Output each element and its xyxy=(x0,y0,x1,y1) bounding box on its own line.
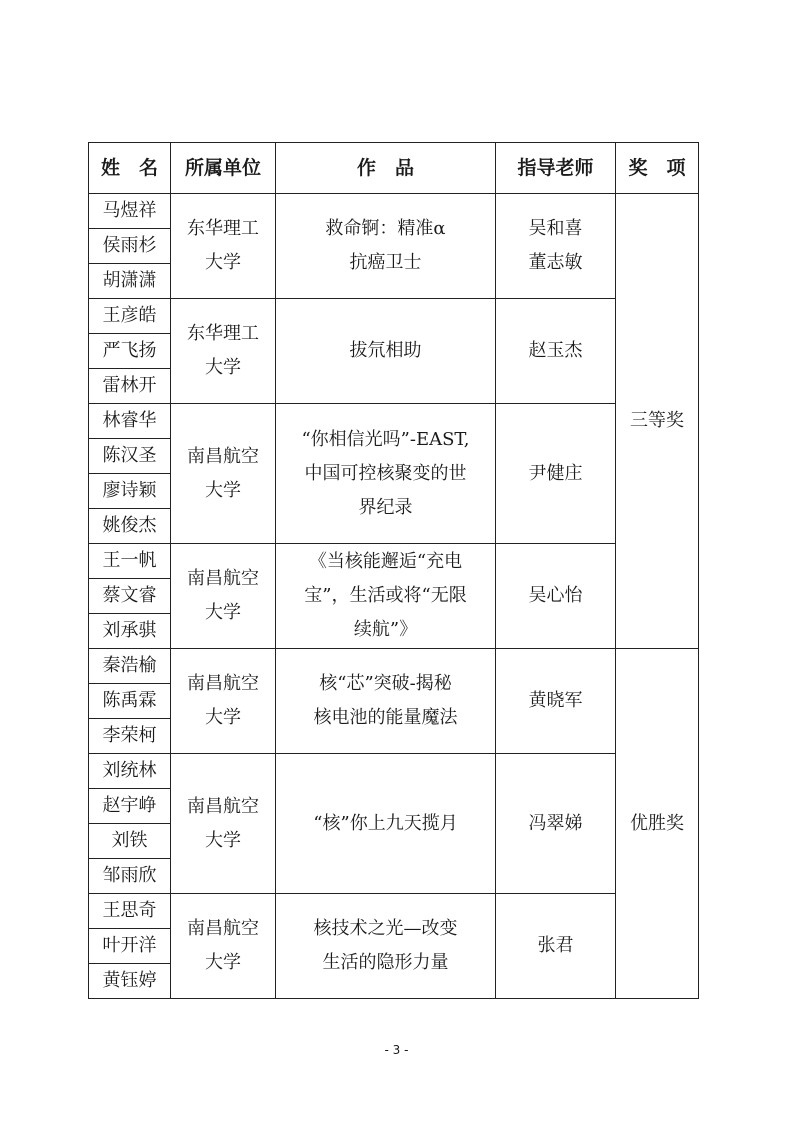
work-cell-line: “核”你上九天揽月 xyxy=(313,812,458,834)
teacher-cell xyxy=(496,754,616,894)
work-cell xyxy=(276,754,496,894)
teacher-cell-line: 张君 xyxy=(537,935,574,956)
table-header-row xyxy=(89,143,699,194)
award-cell: 三等奖 xyxy=(616,194,699,649)
unit-cell-line: 大学 xyxy=(205,707,241,728)
header-work: 作 品 xyxy=(276,143,496,194)
member-name: 陈汉圣 xyxy=(89,439,171,474)
teacher-cell xyxy=(496,299,616,404)
unit-cell xyxy=(171,754,276,894)
member-name: 刘承骐 xyxy=(89,614,171,649)
unit-cell-line: 大学 xyxy=(205,829,241,851)
work-cell-line: 核技术之光—改变 xyxy=(313,918,458,939)
teacher-cell-line: 尹健庄 xyxy=(528,462,583,484)
member-name: 刘统林 xyxy=(89,754,171,789)
unit-cell xyxy=(171,404,276,544)
member-name: 赵宇峥 xyxy=(89,789,171,824)
unit-cell xyxy=(171,649,276,754)
teacher-cell xyxy=(496,404,616,544)
unit-cell-line: 南昌航空 xyxy=(187,795,259,817)
member-name: 刘铁 xyxy=(89,824,171,859)
teacher-cell xyxy=(496,194,616,299)
table-row xyxy=(89,544,699,579)
member-name: 李荣柯 xyxy=(89,719,171,754)
award-cell: 优胜奖 xyxy=(616,649,699,999)
work-cell xyxy=(276,299,496,404)
work-cell-line: 生活的隐形力量 xyxy=(322,952,449,973)
member-name: 严飞扬 xyxy=(89,334,171,369)
unit-cell xyxy=(171,544,276,649)
work-cell xyxy=(276,544,496,649)
work-cell xyxy=(276,649,496,754)
member-name: 邹雨欣 xyxy=(89,859,171,894)
unit-cell xyxy=(171,194,276,299)
table-body xyxy=(89,194,699,999)
table-row xyxy=(89,299,699,334)
work-cell-line: 核“芯”突破-揭秘 xyxy=(319,673,452,694)
work-cell-line: 《当核能邂逅“充电 xyxy=(308,551,463,572)
work-cell-line: “你相信光吗”-EAST, xyxy=(301,428,470,450)
member-name: 林睿华 xyxy=(89,404,171,439)
unit-cell-line: 大学 xyxy=(205,479,241,501)
work-cell-line: 抗癌卫士 xyxy=(349,252,422,273)
teacher-cell xyxy=(496,544,616,649)
work-cell xyxy=(276,894,496,999)
member-name: 王一帆 xyxy=(89,544,171,579)
table-row xyxy=(89,754,699,789)
work-cell xyxy=(276,194,496,299)
unit-cell xyxy=(171,894,276,999)
teacher-cell-line: 吴心怡 xyxy=(528,585,583,606)
work-cell-line: 宝”，生活或将“无限 xyxy=(304,585,467,606)
unit-cell-line: 东华理工 xyxy=(187,323,259,344)
member-name: 马煜祥 xyxy=(89,194,171,229)
teacher-cell xyxy=(496,649,616,754)
member-name: 雷林开 xyxy=(89,369,171,404)
table-row xyxy=(89,194,699,229)
work-cell-line: 界纪录 xyxy=(358,496,413,518)
member-name: 蔡文睿 xyxy=(89,579,171,614)
table-row xyxy=(89,404,699,439)
page-number: - 3 - xyxy=(384,1043,409,1057)
teacher-cell-line: 董志敏 xyxy=(528,252,583,273)
unit-cell-line: 大学 xyxy=(205,602,241,623)
member-name: 姚俊杰 xyxy=(89,509,171,544)
unit-cell xyxy=(171,299,276,404)
member-name: 黄钰婷 xyxy=(89,964,171,999)
unit-cell-line: 大学 xyxy=(205,252,241,273)
unit-cell-line: 大学 xyxy=(205,357,241,378)
table-row xyxy=(89,649,699,684)
teacher-cell-line: 黄晓军 xyxy=(528,690,583,711)
header-teacher: 指导老师 xyxy=(496,143,616,194)
header-name: 姓 名 xyxy=(89,143,171,194)
work-cell-line: 拔氘相助 xyxy=(349,340,422,361)
member-name: 叶开洋 xyxy=(89,929,171,964)
awards-table xyxy=(88,142,699,999)
unit-cell-line: 南昌航空 xyxy=(187,568,259,589)
member-name: 王彦皓 xyxy=(89,299,171,334)
teacher-cell xyxy=(496,894,616,999)
member-name: 胡潇潇 xyxy=(89,264,171,299)
work-cell-line: 中国可控核聚变的世 xyxy=(304,462,467,484)
member-name: 王思奇 xyxy=(89,894,171,929)
unit-cell-line: 东华理工 xyxy=(187,218,259,239)
unit-cell-line: 南昌航空 xyxy=(187,673,259,694)
unit-cell-line: 南昌航空 xyxy=(187,445,259,467)
unit-cell-line: 南昌航空 xyxy=(187,918,259,939)
table-row xyxy=(89,894,699,929)
teacher-cell-line: 冯翠娣 xyxy=(528,812,583,834)
member-name: 陈禹霖 xyxy=(89,684,171,719)
work-cell-line: 续航”》 xyxy=(353,619,418,640)
teacher-cell-line: 赵玉杰 xyxy=(528,340,583,361)
unit-cell-line: 大学 xyxy=(205,952,241,973)
member-name: 秦浩榆 xyxy=(89,649,171,684)
header-unit: 所属单位 xyxy=(171,143,276,194)
work-cell-line: 救命锕：精准α xyxy=(325,218,446,239)
teacher-cell-line: 吴和喜 xyxy=(528,218,583,239)
member-name: 廖诗颖 xyxy=(89,474,171,509)
work-cell-line: 核电池的能量魔法 xyxy=(313,707,458,728)
member-name: 侯雨杉 xyxy=(89,229,171,264)
header-award: 奖 项 xyxy=(616,143,699,194)
work-cell xyxy=(276,404,496,544)
